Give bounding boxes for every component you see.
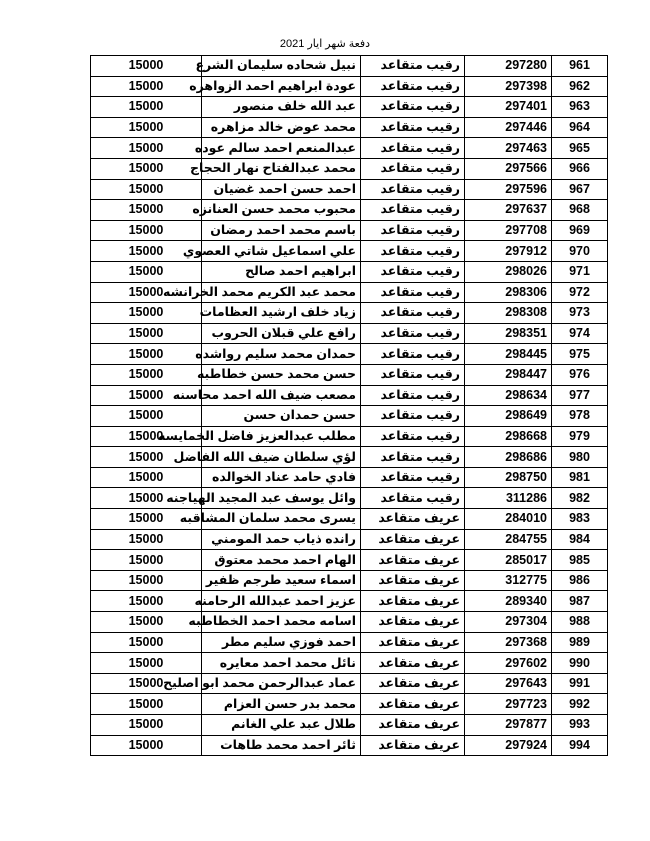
rank-cell: رقيب متقاعد	[361, 467, 465, 488]
table-row	[91, 364, 608, 385]
rank-cell: رقيب متقاعد	[361, 385, 465, 406]
name-cell: حسن محمد حسن خطاطبه	[202, 364, 361, 385]
table-row	[91, 76, 608, 97]
sequence-cell: 982	[552, 488, 608, 509]
sequence-cell: 970	[552, 241, 608, 262]
table-row	[91, 612, 608, 633]
table-row	[91, 220, 608, 241]
table-row	[91, 406, 608, 427]
table-row	[91, 715, 608, 736]
sequence-cell: 971	[552, 261, 608, 282]
amount-cell: 15000	[91, 179, 202, 200]
table-row	[91, 241, 608, 262]
table-row	[91, 138, 608, 159]
sequence-cell: 977	[552, 385, 608, 406]
name-cell: احمد حسن احمد غضيان	[202, 179, 361, 200]
table-row	[91, 179, 608, 200]
amount-cell: 15000	[91, 529, 202, 550]
sequence-cell: 974	[552, 323, 608, 344]
rank-cell: رقيب متقاعد	[361, 97, 465, 118]
rank-cell: رقيب متقاعد	[361, 364, 465, 385]
amount-cell: 15000	[91, 467, 202, 488]
rank-cell: رقيب متقاعد	[361, 56, 465, 77]
id-number-cell: 297708	[465, 220, 552, 241]
sequence-cell: 966	[552, 158, 608, 179]
id-number-cell: 297463	[465, 138, 552, 159]
table-row	[91, 426, 608, 447]
table-row	[91, 673, 608, 694]
sequence-cell: 979	[552, 426, 608, 447]
sequence-cell: 973	[552, 303, 608, 324]
sequence-cell: 969	[552, 220, 608, 241]
id-number-cell: 285017	[465, 550, 552, 571]
name-cell: باسم محمد احمد رمضان	[202, 220, 361, 241]
table-row	[91, 200, 608, 221]
name-cell: محمد عوض خالد مزاهره	[202, 117, 361, 138]
rank-cell: رقيب متقاعد	[361, 426, 465, 447]
amount-cell: 15000	[91, 673, 202, 694]
name-cell: يسرى محمد سلمان المشاقبه	[202, 509, 361, 530]
rank-cell: رقيب متقاعد	[361, 303, 465, 324]
name-cell: طلال عبد علي الغانم	[202, 715, 361, 736]
amount-cell: 15000	[91, 220, 202, 241]
table-row	[91, 97, 608, 118]
amount-cell: 15000	[91, 97, 202, 118]
id-number-cell: 311286	[465, 488, 552, 509]
sequence-cell: 981	[552, 467, 608, 488]
id-number-cell: 297446	[465, 117, 552, 138]
id-number-cell: 298649	[465, 406, 552, 427]
amount-cell: 15000	[91, 117, 202, 138]
amount-cell: 15000	[91, 426, 202, 447]
sequence-cell: 986	[552, 570, 608, 591]
table-row	[91, 158, 608, 179]
id-number-cell: 298445	[465, 344, 552, 365]
amount-cell: 15000	[91, 261, 202, 282]
rank-cell: رقيب متقاعد	[361, 200, 465, 221]
amount-cell: 15000	[91, 138, 202, 159]
id-number-cell: 297401	[465, 97, 552, 118]
amount-cell: 15000	[91, 364, 202, 385]
rank-cell: رقيب متقاعد	[361, 488, 465, 509]
amount-cell: 15000	[91, 447, 202, 468]
id-number-cell: 297912	[465, 241, 552, 262]
name-cell: محمد عبدالفتاح نهار الحجاج	[202, 158, 361, 179]
amount-cell: 15000	[91, 406, 202, 427]
rank-cell: رقيب متقاعد	[361, 158, 465, 179]
sequence-cell: 961	[552, 56, 608, 77]
table-row	[91, 632, 608, 653]
name-cell: عبد الله خلف منصور	[202, 97, 361, 118]
amount-cell: 15000	[91, 715, 202, 736]
table-row	[91, 591, 608, 612]
sequence-cell: 983	[552, 509, 608, 530]
sequence-cell: 992	[552, 694, 608, 715]
rank-cell: عريف متقاعد	[361, 715, 465, 736]
name-cell: وائل يوسف عبد المجيد الهياجنه	[202, 488, 361, 509]
sequence-cell: 990	[552, 653, 608, 674]
amount-cell: 15000	[91, 735, 202, 756]
rank-cell: رقيب متقاعد	[361, 447, 465, 468]
rank-cell: رقيب متقاعد	[361, 138, 465, 159]
table-row	[91, 344, 608, 365]
amount-cell: 15000	[91, 344, 202, 365]
id-number-cell: 298634	[465, 385, 552, 406]
id-number-cell: 298447	[465, 364, 552, 385]
name-cell: زياد خلف ارشيد العظامات	[202, 303, 361, 324]
id-number-cell: 297723	[465, 694, 552, 715]
name-cell: حسن حمدان حسن	[202, 406, 361, 427]
name-cell: رافع علي قبلان الحروب	[202, 323, 361, 344]
name-cell: عزيز احمد عبدالله الرحامنه	[202, 591, 361, 612]
table-row	[91, 447, 608, 468]
sequence-cell: 985	[552, 550, 608, 571]
amount-cell: 15000	[91, 509, 202, 530]
sequence-cell: 967	[552, 179, 608, 200]
table-row	[91, 117, 608, 138]
name-cell: اسماء سعيد طرجم ظفير	[202, 570, 361, 591]
table-row	[91, 56, 608, 77]
amount-cell: 15000	[91, 550, 202, 571]
rank-cell: عريف متقاعد	[361, 570, 465, 591]
rank-cell: رقيب متقاعد	[361, 241, 465, 262]
sequence-cell: 962	[552, 76, 608, 97]
sequence-cell: 980	[552, 447, 608, 468]
name-cell: احمد فوزي سليم مطر	[202, 632, 361, 653]
id-number-cell: 298308	[465, 303, 552, 324]
name-cell: حمدان محمد سليم رواشده	[202, 344, 361, 365]
rank-cell: عريف متقاعد	[361, 509, 465, 530]
rank-cell: عريف متقاعد	[361, 550, 465, 571]
amount-cell: 15000	[91, 76, 202, 97]
name-cell: نائل محمد احمد معايره	[202, 653, 361, 674]
id-number-cell: 297637	[465, 200, 552, 221]
id-number-cell: 297877	[465, 715, 552, 736]
rank-cell: رقيب متقاعد	[361, 323, 465, 344]
amount-cell: 15000	[91, 303, 202, 324]
table-row	[91, 550, 608, 571]
id-number-cell: 297368	[465, 632, 552, 653]
sequence-cell: 987	[552, 591, 608, 612]
sequence-cell: 978	[552, 406, 608, 427]
name-cell: عودة ابراهيم احمد الزواهره	[202, 76, 361, 97]
rank-cell: عريف متقاعد	[361, 612, 465, 633]
table-row	[91, 303, 608, 324]
table-row	[91, 385, 608, 406]
id-number-cell: 297566	[465, 158, 552, 179]
rank-cell: عريف متقاعد	[361, 529, 465, 550]
id-number-cell: 297398	[465, 76, 552, 97]
name-cell: مطلب عبدالعزيز فاضل الخمايسه	[202, 426, 361, 447]
rank-cell: عريف متقاعد	[361, 653, 465, 674]
id-number-cell: 298750	[465, 467, 552, 488]
amount-cell: 15000	[91, 488, 202, 509]
table-row	[91, 509, 608, 530]
id-number-cell: 297304	[465, 612, 552, 633]
rank-cell: رقيب متقاعد	[361, 344, 465, 365]
id-number-cell: 297280	[465, 56, 552, 77]
amount-cell: 15000	[91, 56, 202, 77]
amount-cell: 15000	[91, 694, 202, 715]
rank-cell: رقيب متقاعد	[361, 117, 465, 138]
name-cell: اسامه محمد احمد الخطاطبه	[202, 612, 361, 633]
table-row	[91, 570, 608, 591]
table-row	[91, 653, 608, 674]
sequence-cell: 963	[552, 97, 608, 118]
id-number-cell: 298686	[465, 447, 552, 468]
sequence-cell: 988	[552, 612, 608, 633]
amount-cell: 15000	[91, 282, 202, 303]
table-row	[91, 323, 608, 344]
id-number-cell: 284010	[465, 509, 552, 530]
rank-cell: رقيب متقاعد	[361, 179, 465, 200]
name-cell: محمد عبد الكريم محمد الخرانشه	[202, 282, 361, 303]
id-number-cell: 297602	[465, 653, 552, 674]
rank-cell: عريف متقاعد	[361, 591, 465, 612]
name-cell: فادي حامد عناد الخوالده	[202, 467, 361, 488]
amount-cell: 15000	[91, 570, 202, 591]
rank-cell: عريف متقاعد	[361, 673, 465, 694]
payment-table-body	[91, 56, 608, 756]
name-cell: لؤي سلطان ضيف الله الفاضل	[202, 447, 361, 468]
id-number-cell: 298668	[465, 426, 552, 447]
table-row	[91, 694, 608, 715]
amount-cell: 15000	[91, 158, 202, 179]
sequence-cell: 976	[552, 364, 608, 385]
id-number-cell: 298351	[465, 323, 552, 344]
name-cell: محمد بدر حسن العزام	[202, 694, 361, 715]
sequence-cell: 965	[552, 138, 608, 159]
id-number-cell: 284755	[465, 529, 552, 550]
name-cell: عبدالمنعم احمد سالم عوده	[202, 138, 361, 159]
rank-cell: عريف متقاعد	[361, 735, 465, 756]
table-row	[91, 488, 608, 509]
sequence-cell: 964	[552, 117, 608, 138]
amount-cell: 15000	[91, 653, 202, 674]
rank-cell: عريف متقاعد	[361, 694, 465, 715]
sequence-cell: 994	[552, 735, 608, 756]
name-cell: رانده ذياب حمد المومني	[202, 529, 361, 550]
amount-cell: 15000	[91, 591, 202, 612]
table-row	[91, 261, 608, 282]
amount-cell: 15000	[91, 632, 202, 653]
table-row	[91, 735, 608, 756]
name-cell: ابراهيم احمد صالح	[202, 261, 361, 282]
sequence-cell: 968	[552, 200, 608, 221]
payment-table	[90, 55, 608, 756]
sequence-cell: 993	[552, 715, 608, 736]
amount-cell: 15000	[91, 241, 202, 262]
table-row	[91, 282, 608, 303]
id-number-cell: 312775	[465, 570, 552, 591]
rank-cell: رقيب متقاعد	[361, 76, 465, 97]
rank-cell: عريف متقاعد	[361, 632, 465, 653]
page-title: دفعة شهر ايار 2021	[279, 38, 371, 50]
amount-cell: 15000	[91, 385, 202, 406]
rank-cell: رقيب متقاعد	[361, 406, 465, 427]
sequence-cell: 984	[552, 529, 608, 550]
sequence-cell: 972	[552, 282, 608, 303]
name-cell: مصعب ضيف الله احمد محاسنه	[202, 385, 361, 406]
sequence-cell: 991	[552, 673, 608, 694]
amount-cell: 15000	[91, 323, 202, 344]
id-number-cell: 297643	[465, 673, 552, 694]
sequence-cell: 989	[552, 632, 608, 653]
name-cell: عماد عبدالرحمن محمد ابو اصليح	[202, 673, 361, 694]
rank-cell: رقيب متقاعد	[361, 261, 465, 282]
id-number-cell: 298026	[465, 261, 552, 282]
name-cell: ثائر احمد محمد طاهات	[202, 735, 361, 756]
rank-cell: رقيب متقاعد	[361, 282, 465, 303]
table-row	[91, 467, 608, 488]
id-number-cell: 298306	[465, 282, 552, 303]
name-cell: علي اسماعيل شاتي العصوي	[202, 241, 361, 262]
id-number-cell: 289340	[465, 591, 552, 612]
id-number-cell: 297596	[465, 179, 552, 200]
amount-cell: 15000	[91, 612, 202, 633]
sequence-cell: 975	[552, 344, 608, 365]
table-row	[91, 529, 608, 550]
name-cell: الهام احمد محمد معتوق	[202, 550, 361, 571]
name-cell: محبوب محمد حسن العنانزه	[202, 200, 361, 221]
name-cell: نبيل شحاده سليمان الشرع	[202, 56, 361, 77]
id-number-cell: 297924	[465, 735, 552, 756]
amount-cell: 15000	[91, 200, 202, 221]
rank-cell: رقيب متقاعد	[361, 220, 465, 241]
